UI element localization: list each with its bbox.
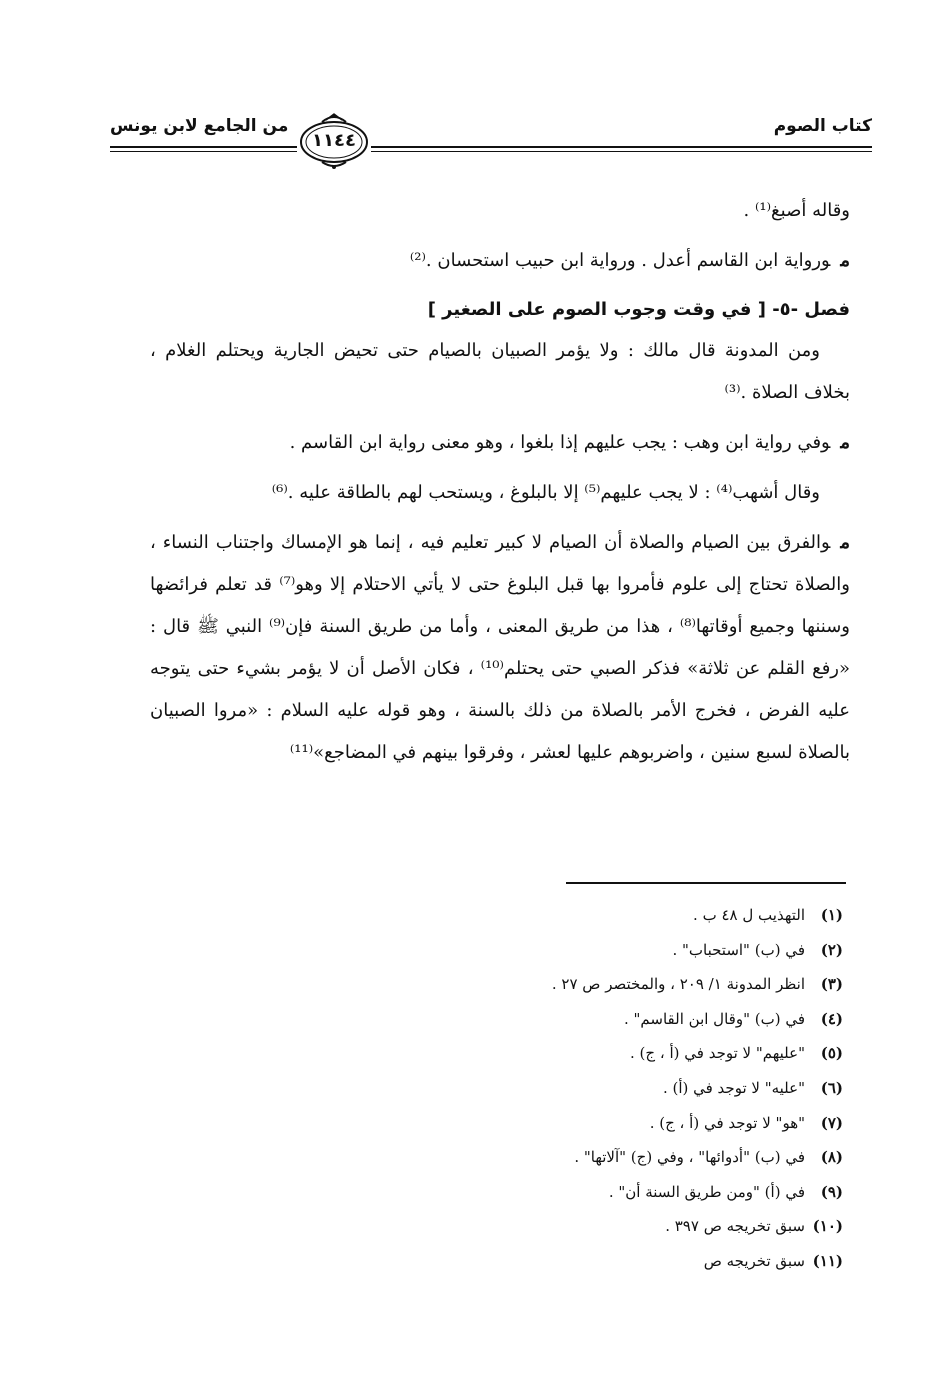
book-title-left: من الجامع لابن يونس bbox=[110, 116, 289, 136]
footnotes bbox=[283, 898, 843, 1279]
footnote bbox=[283, 1140, 843, 1175]
footnote bbox=[283, 1244, 843, 1279]
footnote bbox=[283, 1036, 843, 1071]
section-heading: فصل -٥- [ في وقت وجوب الصوم على الصغير ] bbox=[427, 299, 850, 320]
footnote-number: (٣) bbox=[820, 975, 843, 994]
paragraph-4 bbox=[150, 422, 850, 464]
paragraph-5: وقال أشهب⁽⁴⁾ : لا يجب عليهم⁽⁵⁾ إلا بالبلوغ ، ويستحب لهم بالطاقة عليه .⁽⁶⁾ bbox=[271, 482, 820, 503]
footnote-text: في (ب) "أدوائها" ، وفي (ج) "آلاتها" . bbox=[574, 1148, 805, 1167]
paragraph-marker: م bbox=[840, 532, 850, 553]
footnote-text: في (أ) "ومن طريق السنة أن" . bbox=[608, 1182, 805, 1201]
footnote bbox=[283, 1209, 843, 1244]
main-text bbox=[150, 190, 850, 782]
footnote-text: في (ب) "وقال ابن القاسم" . bbox=[624, 1009, 805, 1028]
footnote bbox=[283, 967, 843, 1002]
footnote-text: انظر المدونة ١/ ٢٠٩ ، والمختصر ص ٢٧ . bbox=[551, 975, 805, 994]
footnote-number: (٥) bbox=[820, 1044, 843, 1063]
page-number: ١١٤٤ bbox=[312, 130, 356, 151]
footnote-text: التهذيب ل ٤٨ ب . bbox=[693, 906, 805, 924]
paragraph-text: ورواية ابن القاسم أعدل . ورواية ابن حبيب استحسان .⁽²⁾ bbox=[409, 250, 831, 271]
footnote-text: "عليه" لا توجد في (أ) . bbox=[662, 1078, 805, 1097]
footnote-number: (٧) bbox=[820, 1113, 843, 1132]
page-header bbox=[110, 108, 872, 178]
footnote-number: (٩) bbox=[820, 1182, 843, 1201]
paragraph-text: والفرق بين الصيام والصلاة أن الصيام لا كبير تعليم فيه ، إنما هو الإمساك واجتناب النساء ، والصلاة تحتاج إلى علوم فأمروا بها قبل البلوغ حتى لا يأتي الاحتلام إلا وهو⁽⁷⁾ قد تعلم فرائضها وسننها وجميع أوقاتها⁽⁸⁾ ، هذا من طريق المعنى ، وأما من طريق السنة فإن⁽⁹⁾ النبي ﷺ قال : «رفع القلم عن ثلاثة» فذكر الصبي حتى يحتلم⁽¹⁰⁾ ، فكان الأصل أن لا يؤمر بشيء حتى يتوجه عليه الفرض ، فخرج الأمر بالصلاة من ذلك بالسنة ، وهو قوله عليه السلام : «مروا الصبيان بالصلاة لسبع سنين ، واضربوهم عليها لعشر ، وفرقوا بينهم في المضاجع»⁽¹¹⁾ bbox=[150, 532, 851, 763]
paragraph-marker: م bbox=[840, 250, 850, 271]
paragraph-text: وفي رواية ابن وهب : يجب عليهم إذا بلغوا ، وهو معنى رواية ابن القاسم . bbox=[289, 432, 831, 453]
footnote bbox=[283, 1175, 843, 1210]
footnote-number: (٢) bbox=[820, 940, 843, 959]
footnote bbox=[283, 1106, 843, 1141]
footnote-text: سبق تخريجه ص ٣٩٧ . bbox=[665, 1217, 805, 1236]
footnote-text: "عليهم" لا توجد في (أ ، ج) . bbox=[630, 1044, 805, 1063]
paragraph-marker: م bbox=[840, 432, 850, 453]
footnote-number: (١) bbox=[820, 906, 843, 924]
footnote bbox=[283, 1002, 843, 1037]
page-number-medallion bbox=[297, 110, 371, 170]
footnote bbox=[283, 898, 843, 933]
paragraph-2 bbox=[150, 240, 850, 282]
paragraph-3: ومن المدونة قال مالك : ولا يؤمر الصبيان بالصيام حتى تحيض الجارية ويحتلم الغلام ، بخلاف الصلاة .⁽³⁾ bbox=[150, 340, 850, 403]
footnote-number: (٦) bbox=[820, 1078, 843, 1097]
header-rule-thick bbox=[110, 146, 872, 148]
footnote-text: في (ب) "استحباب" . bbox=[672, 940, 805, 959]
footnote bbox=[283, 1071, 843, 1106]
footnote-text: "هو" لا توجد في (أ ، ج) . bbox=[649, 1113, 805, 1132]
footnote-number: (١٠) bbox=[812, 1217, 843, 1236]
footnote-divider bbox=[566, 882, 846, 884]
paragraph-6 bbox=[150, 522, 850, 774]
footnote-number: (٤) bbox=[820, 1009, 843, 1028]
header-rule-thin bbox=[110, 151, 872, 152]
footnote-number: (١١) bbox=[812, 1251, 843, 1270]
book-title-right: كتاب الصوم bbox=[773, 116, 872, 136]
paragraph-1: وقاله أصبغ⁽¹⁾ . bbox=[743, 200, 850, 221]
footnote bbox=[283, 933, 843, 968]
footnote-text: سبق تخريجه ص bbox=[703, 1251, 805, 1270]
footnote-number: (٨) bbox=[820, 1148, 843, 1167]
